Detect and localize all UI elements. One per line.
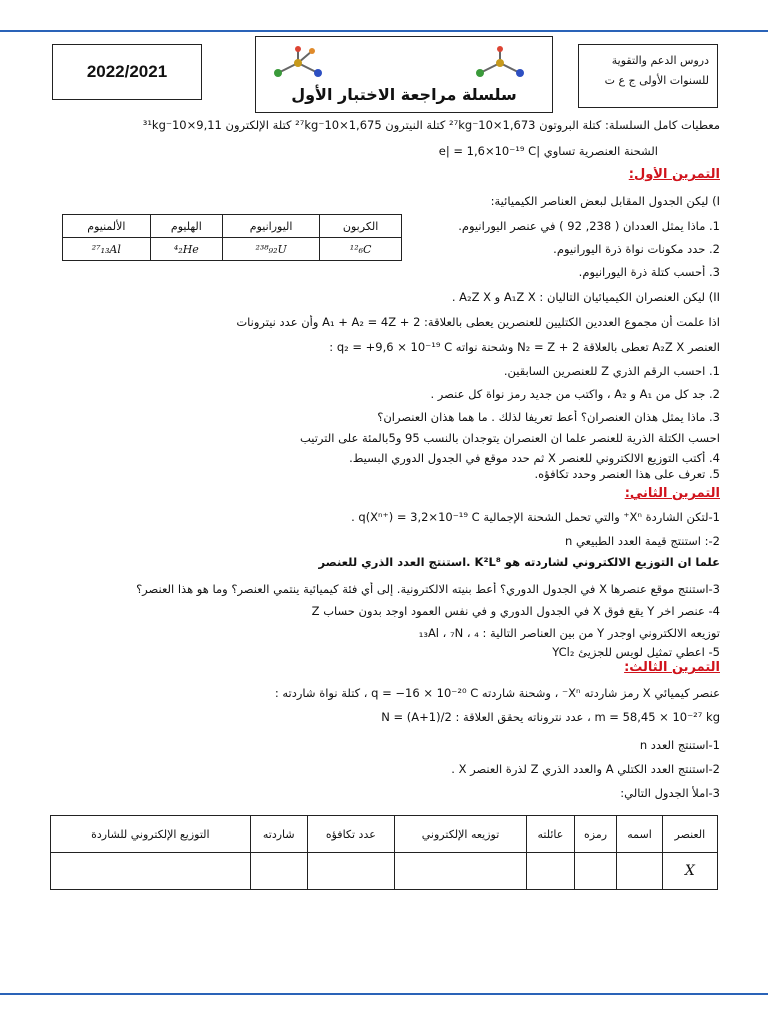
table-cell: ¹²₆C [320, 238, 402, 261]
table-row [51, 816, 718, 853]
table-cell [394, 853, 526, 890]
given-line-1: معطيات كامل السلسلة: كتلة البروتون 1,673×10⁻²⁷kg كتلة النيترون 1,675×10⁻²⁷kg كتلة الإلكترون 9,11×10⁻³¹kg [142, 118, 720, 132]
table-cell: X [662, 853, 717, 890]
ex3-question-3: 3-املأ الجدول التالي: [620, 786, 720, 800]
exercise-2-title: التمرين الثاني: [624, 486, 720, 501]
ex3-question-1: 1-استنتج العدد n [639, 738, 720, 752]
series-title-box [255, 36, 553, 113]
table-header-cell: الكربون [320, 215, 402, 238]
bottom-rule [0, 993, 768, 995]
ex2-question-4: 4- عنصر اخر Y يقع فوق X في الجدول الدوري و في نفس العمود اوجد بدون حساب Z [311, 604, 720, 618]
exercise-1-title: التمرين الأول: [628, 167, 720, 182]
ex1-question-2: 2. حدد مكونات نواة ذرة اليورانيوم. [553, 242, 720, 256]
ex1-sub-3: 3. ماذا يمثل هذان العنصران؟ أعط تعريفا لذلك . ما هما هذان العنصران؟ [377, 410, 720, 424]
ex2-question-5: 5- اعطي تمثيل لويس للجزيئ YCl₂ [552, 645, 720, 659]
ex1-sub-4: 4. أكتب التوزيع الالكتروني للعنصر X ثم حدد موقع في الجدول الدوري البسيط. [349, 451, 720, 465]
course-line-2: للسنوات الأولى ج ع ت [604, 74, 709, 87]
course-info-box [578, 44, 718, 108]
ex1-part-II-text-a: اذا علمت أن مجموع العددين الكتليين للعنصرين يعطى بالعلاقة: A₁ + A₂ = 4Z + 2 وأن عدد نيترونات [236, 315, 720, 329]
ex3-question-2: 2-استنتج العدد الكتلي A والعدد الذري Z لذرة العنصر X . [451, 762, 720, 776]
table-cell [574, 853, 617, 890]
table-header-cell: اسمه [617, 816, 662, 853]
ex3-statement-b: m = 58,45 × 10⁻²⁷ kg ، عدد نتروناته يحقق العلاقة : N = (A+1)/2 [381, 710, 720, 724]
exercise-3-title: التمرين الثالث: [624, 660, 720, 675]
table-header-cell: العنصر [662, 816, 717, 853]
table-cell [51, 853, 251, 890]
table-row [51, 853, 718, 890]
ex1-part-II: II) ليكن العنصران الكيميائيان التاليان : A₁Z X و A₂Z X . [451, 290, 720, 304]
school-year: 2022/2021 [86, 62, 168, 81]
table-header-cell: التوزيع الإلكتروني للشاردة [51, 816, 251, 853]
ex2-question-3: 3-استنتج موقع عنصرها X في الجدول الدوري؟ أعط بنيته الالكترونية. إلى أي فئة كيميائية ينتمي العنصر؟ وما هو هذا العنصر؟ [136, 582, 720, 596]
table-cell: ⁴₂He [150, 238, 222, 261]
table-header-cell: عائلته [527, 816, 574, 853]
table-row [63, 215, 402, 238]
given-line-2: الشحنة العنصرية تساوي |e| = 1,6×10⁻¹⁹ C [438, 144, 658, 158]
ex1-question-1: 1. ماذا يمثل العددان ( 238, 92 ) في عنصر اليورانيوم. [458, 219, 720, 233]
table-header-cell: الألمنيوم [63, 215, 151, 238]
series-title: سلسلة مراجعة الاختبار الأول [291, 85, 517, 104]
table-row [63, 238, 402, 261]
ex1-part-II-text-b: العنصر A₂Z X تعطى بالعلاقة N₂ = Z + 2 وشحنة نواته q₂ = +9,6 × 10⁻¹⁹ C : [329, 340, 720, 354]
table-cell [527, 853, 574, 890]
ex1-sub-2: 2. جد كل من A₁ و A₂ ، واكتب من جديد رمز نواة كل عنصر . [430, 387, 720, 401]
elements-table [62, 214, 402, 261]
ex1-sub-5: 5. تعرف على هذا العنصر وحدد تكافؤه. [534, 467, 720, 481]
ex2-question-4b: توزيعه الالكتروني اوجدر Y من بين العناصر التالية : ₁₃Al ، ₇N ، ₄ [418, 626, 720, 640]
ex1-part-I: I) ليكن الجدول المقابل لبعض العناصر الكيميائية: [490, 194, 720, 208]
table-cell [250, 853, 307, 890]
molecule-icon [470, 43, 530, 85]
ex1-sub-3b: احسب الكتلة الذرية للعنصر علما ان العنصران يتوجدان بالنسب 95 و5بالمئة على الترتيب [299, 431, 720, 445]
table-header-cell: عدد تكافؤه [307, 816, 394, 853]
element-properties-table [50, 815, 718, 890]
table-header-cell: اليورانيوم [223, 215, 320, 238]
table-header-cell: الهليوم [150, 215, 222, 238]
ex2-question-1: 1-لتكن الشاردة Xⁿ⁺ والتي تحمل الشحنة الإجمالية q(Xⁿ⁺) = 3,2×10⁻¹⁹ C . [351, 510, 720, 524]
table-cell: ²³⁸₉₂U [223, 238, 320, 261]
ex2-question-2: 2-: استنتج قيمة العدد الطبيعي n [565, 534, 720, 548]
course-line-1: دروس الدعم والتقوية [611, 54, 709, 67]
table-header-cell: رمزه [574, 816, 617, 853]
ex1-sub-1: 1. احسب الرقم الذري Z للعنصرين السابقين. [503, 364, 720, 378]
table-cell [307, 853, 394, 890]
molecule-icon [268, 43, 328, 85]
table-header-cell: توزيعه الإلكتروني [394, 816, 526, 853]
table-cell [617, 853, 662, 890]
ex3-statement-a: عنصر كيميائي X رمز شاردته Xⁿ⁻ ، وشحنة شاردته q = −16 × 10⁻²⁰ C ، كتلة نواة شاردته : [274, 686, 720, 700]
top-rule [0, 30, 768, 32]
table-cell: ²⁷₁₃Al [63, 238, 151, 261]
school-year-box [52, 44, 202, 100]
ex1-question-3: 3. أحسب كتلة ذرة اليورانيوم. [578, 265, 720, 279]
table-header-cell: شاردته [250, 816, 307, 853]
ex2-question-2b: علما ان التوزيع الالكتروني لشاردته هو K²L⁸ .استنتج العدد الذري للعنصر [318, 555, 720, 569]
